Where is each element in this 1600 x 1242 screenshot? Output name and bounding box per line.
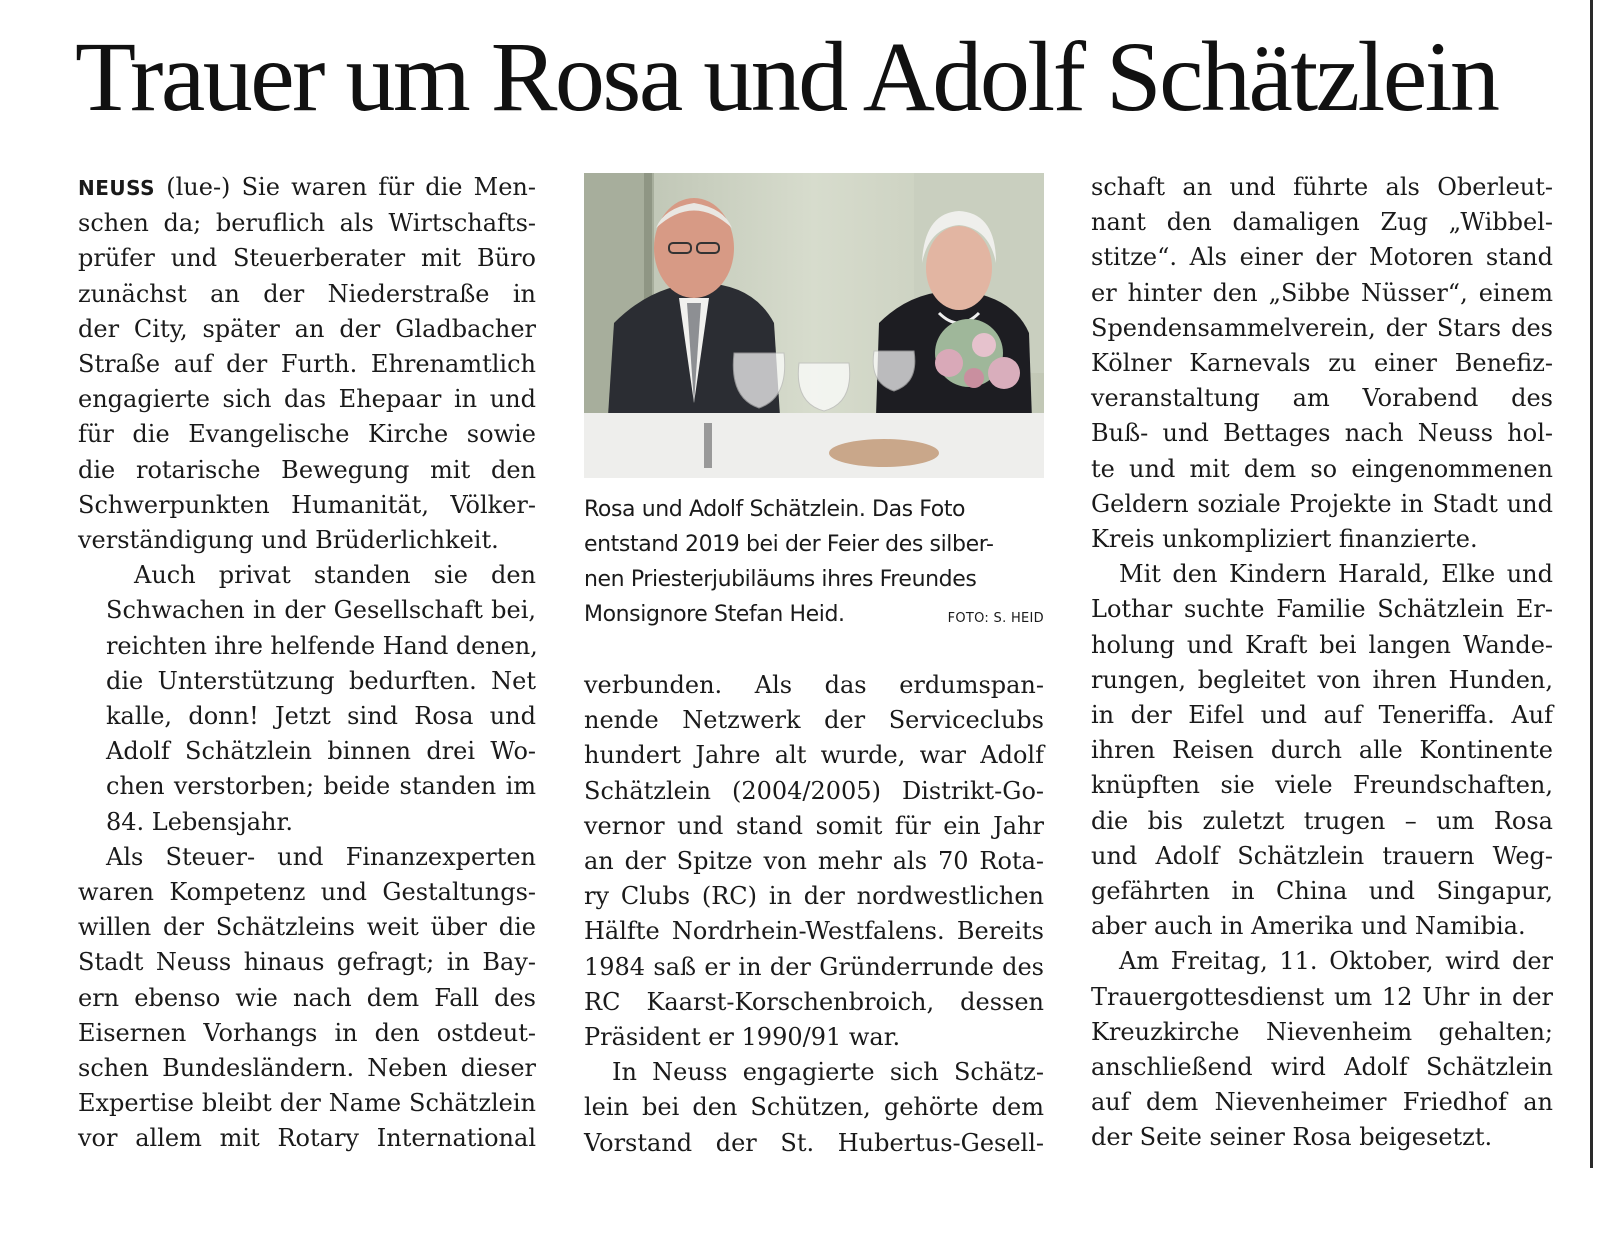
text-line: knüpften sie viele Freundschaften, <box>1091 771 1553 800</box>
text-line: ry Clubs (RC) in der nordwestlichen <box>584 882 1044 911</box>
text-line: waren Kompetenz und Gestaltungs- <box>78 878 536 907</box>
text-line: die rotarische Bewegung mit den <box>78 455 536 484</box>
text-line: Am Freitag, 11. Oktober, wird der <box>1119 947 1553 976</box>
text-line: der Seite seiner Rosa beigesetzt. <box>1091 1123 1493 1152</box>
text-line: lein bei den Schützen, gehörte dem <box>584 1093 1044 1122</box>
text-line: aber auch in Amerika und Namibia. <box>1091 912 1526 941</box>
text-line: verbunden. Als das erdumspan- <box>584 671 1044 699</box>
text-line: ern ebenso wie nach dem Fall des <box>78 983 536 1012</box>
column-1 <box>78 170 536 1157</box>
paragraph <box>1091 170 1553 557</box>
text-line: ihren Reisen durch alle Kontinente <box>1091 736 1553 765</box>
text-line: Hälfte Nordrhein-Westfalens. Bereits <box>584 917 1044 946</box>
column-2 <box>584 668 1044 1161</box>
column-rule <box>1590 0 1593 1168</box>
text-line: Expertise bleibt der Name Schätzlein <box>78 1089 536 1118</box>
text-line: in der Eifel und auf Teneriffa. Auf <box>1091 701 1553 730</box>
text-line: reichten ihre helfende Hand denen, <box>106 631 538 660</box>
text-line: Kreis unkompliziert finanzierte. <box>1091 525 1478 554</box>
text-line: Schätzlein (2004/2005) Distrikt-Go- <box>584 776 1044 805</box>
text-line: auf dem Nievenheimer Friedhof an <box>1091 1088 1553 1117</box>
text-line: NEUSS (lue-) Sie waren für die Men- <box>78 173 536 201</box>
text-line: Als Steuer- und Finanzexperten <box>106 842 536 871</box>
text-line: prüfer und Steuerberater mit Büro <box>78 244 536 273</box>
caption-line: Monsignore Stefan Heid. FOTO: S. HEID <box>584 597 1044 632</box>
text-line: 1984 saß er in der Gründerrunde des <box>584 952 1044 981</box>
text-line: anschließend wird Adolf Schätzlein <box>1091 1053 1553 1082</box>
text-line: stitze“. Als einer der Motoren stand <box>1091 243 1553 272</box>
text-line: Schwerpunkten Humanität, Völker- <box>78 490 536 519</box>
text-line: der City, später an der Gladbacher <box>78 314 536 343</box>
text-line: nende Netzwerk der Serviceclubs <box>584 706 1044 735</box>
text-line: chen verstorben; beide standen im <box>106 772 536 801</box>
text-line: schen Bundesländern. Neben dieser <box>78 1054 536 1083</box>
text-line: Schwachen in der Gesellschaft bei, <box>106 596 536 625</box>
caption-line: Rosa und Adolf Schätzlein. Das Foto <box>584 497 966 522</box>
paragraph <box>1091 557 1553 944</box>
text-line: gefährten in China und Singapur, <box>1091 877 1553 906</box>
text-line: Adolf Schätzlein binnen drei Wo- <box>106 737 536 766</box>
text-line: Auch privat standen sie den <box>134 561 536 590</box>
paragraph <box>78 170 536 558</box>
text-line: nant den damaligen Zug „Wibbel- <box>1091 208 1553 237</box>
dateline: NEUSS <box>78 176 156 200</box>
text-line: veranstaltung am Vorabend des <box>1091 384 1553 413</box>
text-line: Kölner Karnevals zu einer Benefiz- <box>1091 349 1553 378</box>
text-line: er hinter den „Sibbe Nüsser“, einem <box>1091 278 1553 307</box>
caption-line: entstand 2019 bei der Feier des silber- <box>584 532 994 557</box>
text-line: 84. Lebensjahr. <box>106 807 293 836</box>
text-line: Präsident er 1990/91 war. <box>584 1023 901 1052</box>
text-line: Lothar suchte Familie Schätzlein Er- <box>1091 595 1553 624</box>
text-line: hundert Jahre alt wurde, war Adolf <box>584 741 1044 770</box>
column-3 <box>1091 170 1553 1156</box>
photo-caption <box>584 492 1044 632</box>
text-line: Spendensammelverein, der Stars des <box>1091 313 1553 342</box>
headline: Trauer um Rosa und Adolf Schätzlein <box>75 21 1498 132</box>
text-line: In Neuss engagierte sich Schätz- <box>612 1058 1044 1087</box>
article-photo <box>584 173 1044 478</box>
text-line: holung und Kraft bei langen Wande- <box>1091 630 1553 659</box>
text-line: die bis zuletzt trugen – um Rosa <box>1091 806 1553 835</box>
text-line: vernor und stand somit für ein Jahr <box>584 811 1044 840</box>
text-line: schaft an und führte als Oberleut- <box>1091 173 1553 201</box>
paragraph <box>1091 944 1553 1155</box>
text-line: vor allem mit Rotary International <box>78 1124 536 1153</box>
text-line: engagierte sich das Ehepaar in und <box>78 385 536 414</box>
text-line: rungen, begleitet von ihren Hunden, <box>1091 665 1553 694</box>
paragraph <box>78 558 536 840</box>
text-line: RC Kaarst-Korschenbroich, dessen <box>584 987 1044 1016</box>
text-line: Mit den Kindern Harald, Elke und <box>1119 560 1553 589</box>
text-line: Vorstand der St. Hubertus-Gesell- <box>584 1128 1044 1157</box>
caption-line: nen Priesterjubiläums ihres Freundes <box>584 567 977 592</box>
text-line: Straße auf der Furth. Ehrenamtlich <box>78 350 536 379</box>
paragraph <box>584 668 1044 1055</box>
text-line: schen da; beruflich als Wirtschafts- <box>78 209 536 238</box>
text-line: die Unterstützung bedurften. Net <box>106 666 536 695</box>
text-line: Stadt Neuss hinaus gefragt; in Bay- <box>78 948 536 977</box>
text-line: Geldern soziale Projekte in Stadt und <box>1091 489 1553 518</box>
paragraph <box>78 840 536 1157</box>
text-line: te und mit dem so eingenommenen <box>1091 454 1553 483</box>
text-line: zunächst an der Niederstraße in <box>78 279 536 308</box>
text-line: willen der Schätzleins weit über die <box>78 913 536 942</box>
photo-illustration <box>584 173 1044 478</box>
paragraph <box>584 1055 1044 1161</box>
text-line: Buß- und Bettages nach Neuss hol- <box>1091 419 1553 448</box>
text-line: an der Spitze von mehr als 70 Rota- <box>584 847 1044 876</box>
text-line: Kreuzkirche Nievenheim gehalten; <box>1091 1017 1553 1046</box>
text-line: für die Evangelische Kirche sowie <box>78 420 536 449</box>
text-line: kalle, donn! Jetzt sind Rosa und <box>106 702 536 731</box>
text-line: verständigung und Brüderlichkeit. <box>78 526 499 555</box>
text-line: und Adolf Schätzlein trauern Weg- <box>1091 841 1553 870</box>
text-line: Eisernen Vorhangs in den ostdeut- <box>78 1018 536 1047</box>
photo-credit: FOTO: S. HEID <box>947 611 1044 626</box>
text-line: Trauergottesdienst um 12 Uhr in der <box>1091 982 1553 1011</box>
